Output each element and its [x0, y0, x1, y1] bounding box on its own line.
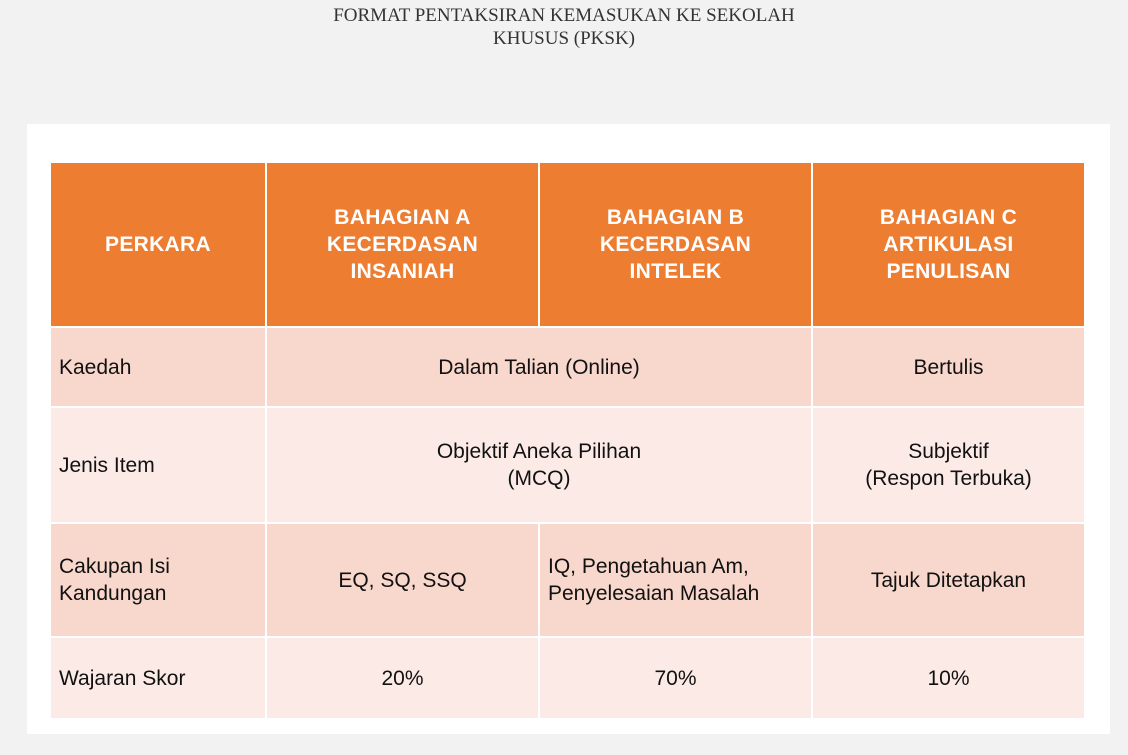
- cakupan-b-value: IQ, Pengetahuan Am, Penyelesaian Masalah: [539, 523, 812, 637]
- cakupan-c-value: Tajuk Ditetapkan: [812, 523, 1085, 637]
- header-bahagian-a: BAHAGIAN A KECERDASAN INSANIAH: [266, 162, 539, 327]
- table-row-cakupan: [50, 523, 1085, 637]
- header-bahagian-c: BAHAGIAN C ARTIKULASI PENULISAN: [812, 162, 1085, 327]
- jenis-item-ab-value: Objektif Aneka Pilihan (MCQ): [266, 407, 812, 523]
- wajaran-c-value: 10%: [812, 637, 1085, 719]
- cakupan-a-value: EQ, SQ, SSQ: [266, 523, 539, 637]
- header-perkara: PERKARA: [50, 162, 266, 327]
- pksk-format-table: [49, 161, 1086, 720]
- kaedah-label: Kaedah: [50, 327, 266, 407]
- table-row-kaedah: [50, 327, 1085, 407]
- jenis-item-label: Jenis Item: [50, 407, 266, 523]
- wajaran-b-value: 70%: [539, 637, 812, 719]
- table-header-row: [50, 162, 1085, 327]
- page-title: [0, 4, 1128, 50]
- kaedah-c-value: Bertulis: [812, 327, 1085, 407]
- kaedah-ab-value: Dalam Talian (Online): [266, 327, 812, 407]
- jenis-item-c-value: Subjektif (Respon Terbuka): [812, 407, 1085, 523]
- slide-card: [27, 124, 1110, 734]
- table-row-jenis-item: [50, 407, 1085, 523]
- page-title-line-1: FORMAT PENTAKSIRAN KEMASUKAN KE SEKOLAH: [333, 5, 795, 26]
- header-bahagian-b: BAHAGIAN B KECERDASAN INTELEK: [539, 162, 812, 327]
- cakupan-label: Cakupan Isi Kandungan: [50, 523, 266, 637]
- page-title-line-2: KHUSUS (PKSK): [493, 28, 635, 49]
- table-row-wajaran: [50, 637, 1085, 719]
- wajaran-a-value: 20%: [266, 637, 539, 719]
- wajaran-label: Wajaran Skor: [50, 637, 266, 719]
